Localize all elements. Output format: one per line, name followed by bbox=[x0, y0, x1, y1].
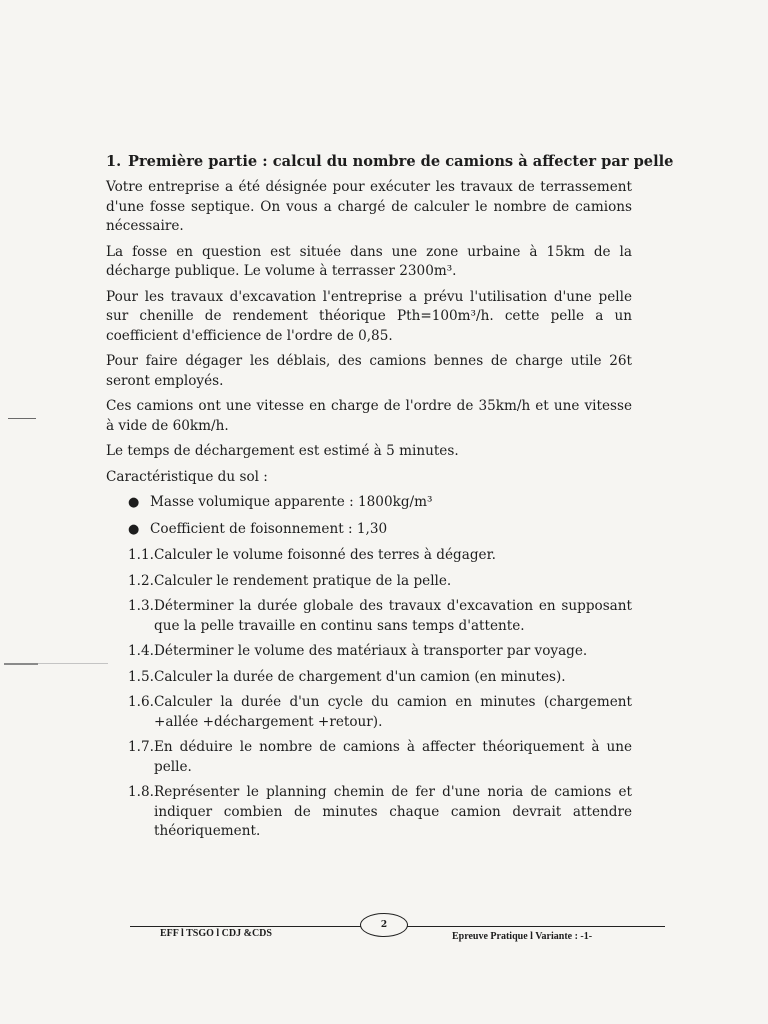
question-number: 1.8. bbox=[128, 784, 154, 800]
footer-left-text: EFF l TSGO l CDJ &CDS bbox=[160, 928, 272, 939]
question-item bbox=[106, 572, 632, 592]
scan-mark bbox=[38, 663, 108, 664]
question-item bbox=[106, 597, 632, 636]
question-item bbox=[106, 546, 632, 566]
paragraph: Pour les travaux d'excavation l'entreprise a prévu l'utilisation d'une pelle sur chenille de rendement théorique Pth=100m³/h. cette pelle a un coefficient d'efficience de l'ordre de 0,85. bbox=[106, 288, 632, 344]
footer-right-text: Epreuve Pratique l Variante : -1- bbox=[452, 931, 593, 942]
scan-mark bbox=[4, 663, 38, 665]
list-item-text: Masse volumique apparente : 1800kg/m³ bbox=[150, 494, 433, 510]
section-heading bbox=[106, 152, 674, 172]
paragraph: Pour faire dégager les déblais, des camions bennes de charge utile 26t seront employés. bbox=[106, 353, 632, 389]
question-number: 1.6. bbox=[128, 694, 154, 710]
question-text: Calculer le rendement pratique de la pelle. bbox=[154, 572, 452, 589]
paragraph: Caractéristique du sol : bbox=[106, 468, 268, 485]
soil-properties-list bbox=[106, 493, 632, 539]
section-number: 1. bbox=[106, 153, 122, 170]
question-number: 1.5. bbox=[128, 668, 154, 685]
question-text: Déterminer la durée globale des travaux d'excavation en supposant que la pelle travaille en continu sans temps d'attente. bbox=[154, 598, 632, 634]
question-text: Calculer le volume foisonné des terres à dégager. bbox=[154, 547, 496, 563]
question-text: Représenter le planning chemin de fer d'une noria de camions et indiquer combien de minutes chaque camion devrait attendre théoriquement. bbox=[154, 784, 632, 839]
question-number: 1.4. bbox=[128, 643, 154, 659]
question-number: 1.7. bbox=[128, 739, 154, 755]
question-text: Calculer la durée de chargement d'un camion (en minutes). bbox=[154, 668, 566, 685]
question-number: 1.2. bbox=[128, 572, 154, 589]
question-text: En déduire le nombre de camions à affecter théoriquement à une pelle. bbox=[154, 739, 632, 775]
question-number: 1.1. bbox=[128, 547, 154, 563]
page-number: 2 bbox=[380, 920, 388, 930]
question-item bbox=[106, 783, 632, 842]
paragraph: La fosse en question est située dans une zone urbaine à 15km de la décharge publique. Le volume à terrasser 2300m³. bbox=[106, 243, 632, 279]
bullet-icon: ● bbox=[128, 521, 140, 537]
questions-list bbox=[106, 546, 632, 842]
page-number-badge bbox=[360, 913, 408, 937]
section-title: Première partie : calcul du nombre de camions à affecter par pelle bbox=[128, 153, 674, 170]
question-number: 1.3. bbox=[128, 598, 154, 614]
scan-mark bbox=[8, 418, 36, 419]
paragraph: Ces camions ont une vitesse en charge de l'ordre de 35km/h et une vitesse à vide de 60km/h. bbox=[106, 398, 632, 434]
question-item bbox=[106, 738, 632, 777]
question-text: Déterminer le volume des matériaux à transporter par voyage. bbox=[154, 643, 588, 659]
list-item bbox=[106, 520, 632, 540]
paragraph: Votre entreprise a été désignée pour exécuter les travaux de terrassement d'une fosse septique. On vous a chargé de calculer le nombre de camions nécessaire. bbox=[106, 179, 632, 234]
list-item bbox=[106, 493, 632, 513]
question-item bbox=[106, 668, 632, 688]
question-item bbox=[106, 642, 632, 662]
document-body bbox=[106, 178, 632, 848]
question-text: Calculer la durée d'un cycle du camion en minutes (chargement +allée +déchargement +retour). bbox=[154, 694, 632, 730]
bullet-icon: ● bbox=[128, 495, 140, 510]
list-item-text: Coefficient de foisonnement : 1,30 bbox=[150, 520, 388, 537]
question-item bbox=[106, 693, 632, 732]
paragraph: Le temps de déchargement est estimé à 5 minutes. bbox=[106, 443, 459, 459]
